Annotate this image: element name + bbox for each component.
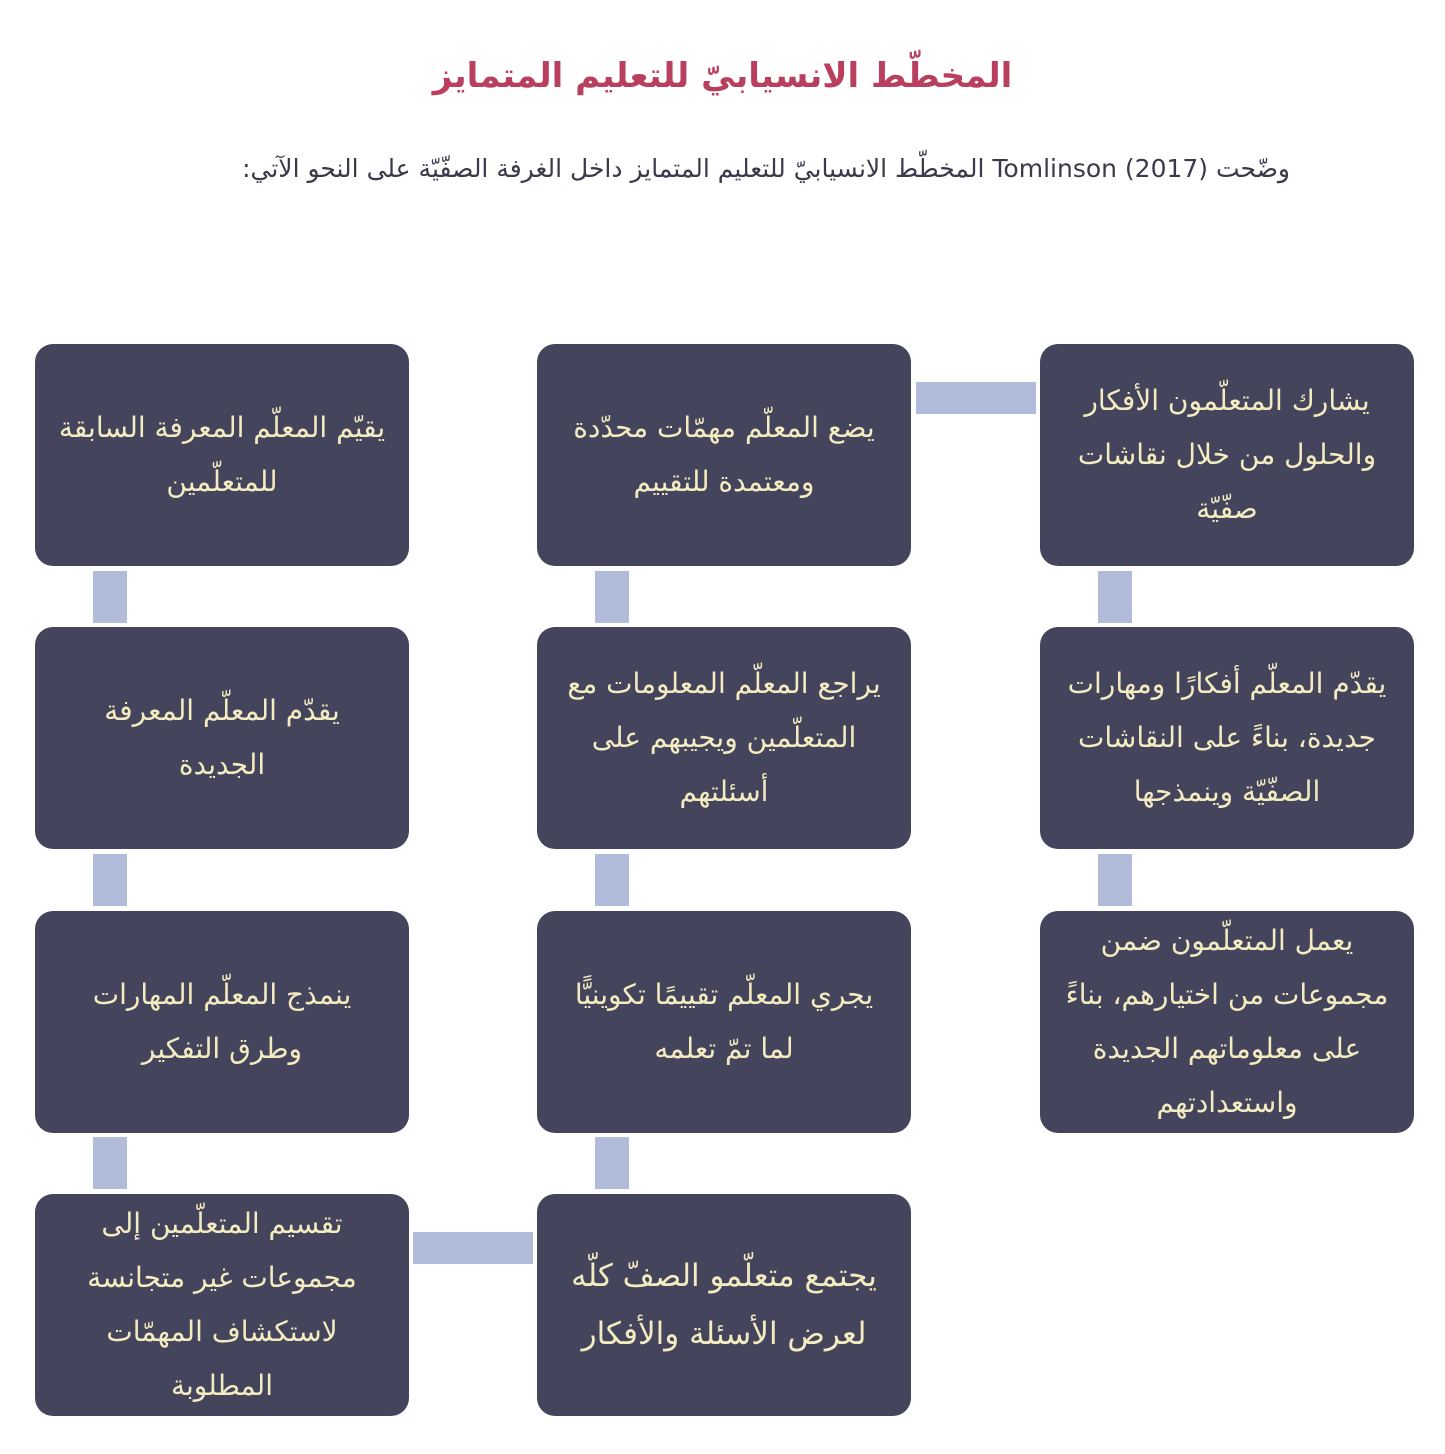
diagram-title: المخطّط الانسيابيّ للتعليم المتمايز	[432, 56, 1013, 96]
connector-right-2	[1098, 854, 1132, 906]
step-box-present-new-ideas: يقدّم المعلّم أفكارًا ومهارات جديدة، بناءً على النقاشات الصفّيّة وينمذجها	[1040, 627, 1414, 849]
connector-right-1	[1098, 571, 1132, 623]
diagram-subtitle: وضّحت Tomlinson (2017) المخطّط الانسيابيّ للتعليم المتمايز داخل الغرفة الصفّيّة على النحو الآتي:	[242, 154, 1290, 183]
step-box-prior-knowledge: يقيّم المعلّم المعرفة السابقة للمتعلّمين	[35, 344, 409, 566]
step-box-new-knowledge: يقدّم المعلّم المعرفة الجديدة	[35, 627, 409, 849]
connector-left-2	[93, 854, 127, 906]
connector-left-1	[93, 571, 127, 623]
step-box-heterogeneous-groups: تقسيم المتعلّمين إلى مجموعات غير متجانسة لاستكشاف المهمّات المطلوبة	[35, 1194, 409, 1416]
step-box-whole-class: يجتمع متعلّمو الصفّ كلّه لعرض الأسئلة والأفكار	[537, 1194, 911, 1416]
step-box-review-info: يراجع المعلّم المعلومات مع المتعلّمين ويجيبهم على أسئلتهم	[537, 627, 911, 849]
connector-left-3	[93, 1137, 127, 1189]
connector-bottom-horizontal	[413, 1232, 533, 1264]
step-box-formative-assessment: يجري المعلّم تقييمًا تكوينيًّا لما تمّ تعلمه	[537, 911, 911, 1133]
connector-top-horizontal	[916, 382, 1036, 414]
step-box-assign-tasks: يضع المعلّم مهمّات محدّدة ومعتمدة للتقييم	[537, 344, 911, 566]
connector-middle-3	[595, 1137, 629, 1189]
connector-middle-2	[595, 854, 629, 906]
step-box-share-ideas: يشارك المتعلّمون الأفكار والحلول من خلال نقاشات صفّيّة	[1040, 344, 1414, 566]
connector-middle-1	[595, 571, 629, 623]
step-box-group-work: يعمل المتعلّمون ضمن مجموعات من اختيارهم، بناءً على معلوماتهم الجديدة واستعدادتهم	[1040, 911, 1414, 1133]
step-box-model-skills: ينمذج المعلّم المهارات وطرق التفكير	[35, 911, 409, 1133]
